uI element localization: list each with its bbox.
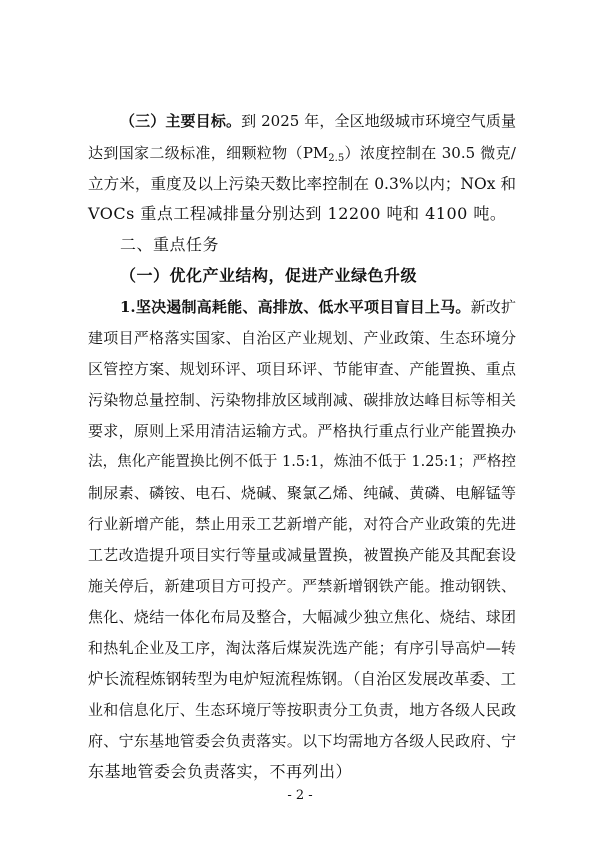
item1-body-line: 区管控方案、规划环评、项目环评、节能审查、产能置换、重点 <box>88 360 516 378</box>
item1-body-line: 府、宁东基地管委会负责落实。以下均需地方各级人民政府、宁 <box>88 732 516 750</box>
item1-body-line: 建项目严格落实国家、自治区产业规划、产业政策、生态环境分 <box>88 329 516 347</box>
item1-last-line: 东基地管委会负责落实，不再列出） <box>88 762 353 781</box>
section3-line-3: 立方米，重度及以上污染天数比率控制在 0.3%以内；NOx 和 <box>88 175 516 193</box>
item1-body-line: 焦化、烧结一体化布局及整合，大幅减少独立焦化、烧结、球团 <box>88 608 516 626</box>
section3-line-1: （三）主要目标。到 2025 年，全区地级城市环境空气质量 <box>120 112 516 130</box>
item1-line-1: 1.坚决遏制高耗能、高排放、低水平项目盲目上马。新改扩 <box>120 298 516 316</box>
item1-body-line: 制尿素、磷铵、电石、烧碱、聚氯乙烯、纯碱、黄磷、电解锰等 <box>88 484 516 502</box>
item1-body-line: 要求，原则上采用清洁运输方式。严格执行重点行业产能置换办 <box>88 422 516 440</box>
item1-body-line: 施关停后，新建项目方可投产。严禁新增钢铁产能。推动钢铁、 <box>88 577 516 595</box>
section3-line-2: 达到国家二级标准，细颗粒物$(PM_{2.5})$浓度控制在 30.5 微克/ <box>88 144 516 164</box>
item1-body-line: 业和信息化厅、生态环境厅等按职责分工负责，地方各级人民政 <box>88 701 516 719</box>
item1-body-line: 工艺改造提升项目实行等量或减量置换，被置换产能及其配套设 <box>88 546 516 564</box>
section3-heading: （三）主要目标。 <box>120 112 242 130</box>
item1-body-line: 行业新增产能，禁止用汞工艺新增产能，对符合产业政策的先进 <box>88 515 516 533</box>
section-two-heading: 二、重点任务 <box>120 235 220 254</box>
item1-body-line: 炉长流程炼钢转型为电炉短流程炼钢。（自治区发展改革委、工 <box>88 670 516 688</box>
section3-line-4: VOCs 重点工程减排量分别达到 12200 吨和 4100 吨。 <box>88 204 507 223</box>
item1-body-line: 和热轧企业及工序，淘汰落后煤炭洗选产能；有序引导高炉—转 <box>88 639 516 657</box>
item1-heading: 1.坚决遏制高耗能、高排放、低水平项目盲目上马。 <box>120 298 471 316</box>
item1-body-line: 法，焦化产能置换比例不低于 1.5:1，炼油不低于 1.25:1；严格控 <box>88 454 516 470</box>
page-number: - 2 - <box>287 788 313 803</box>
subsection1-heading: （一）优化产业结构，促进产业绿色升级 <box>120 266 418 285</box>
item1-body-line: 污染物总量控制、污染物排放区域削减、碳排放达峰目标等相关 <box>88 391 516 409</box>
